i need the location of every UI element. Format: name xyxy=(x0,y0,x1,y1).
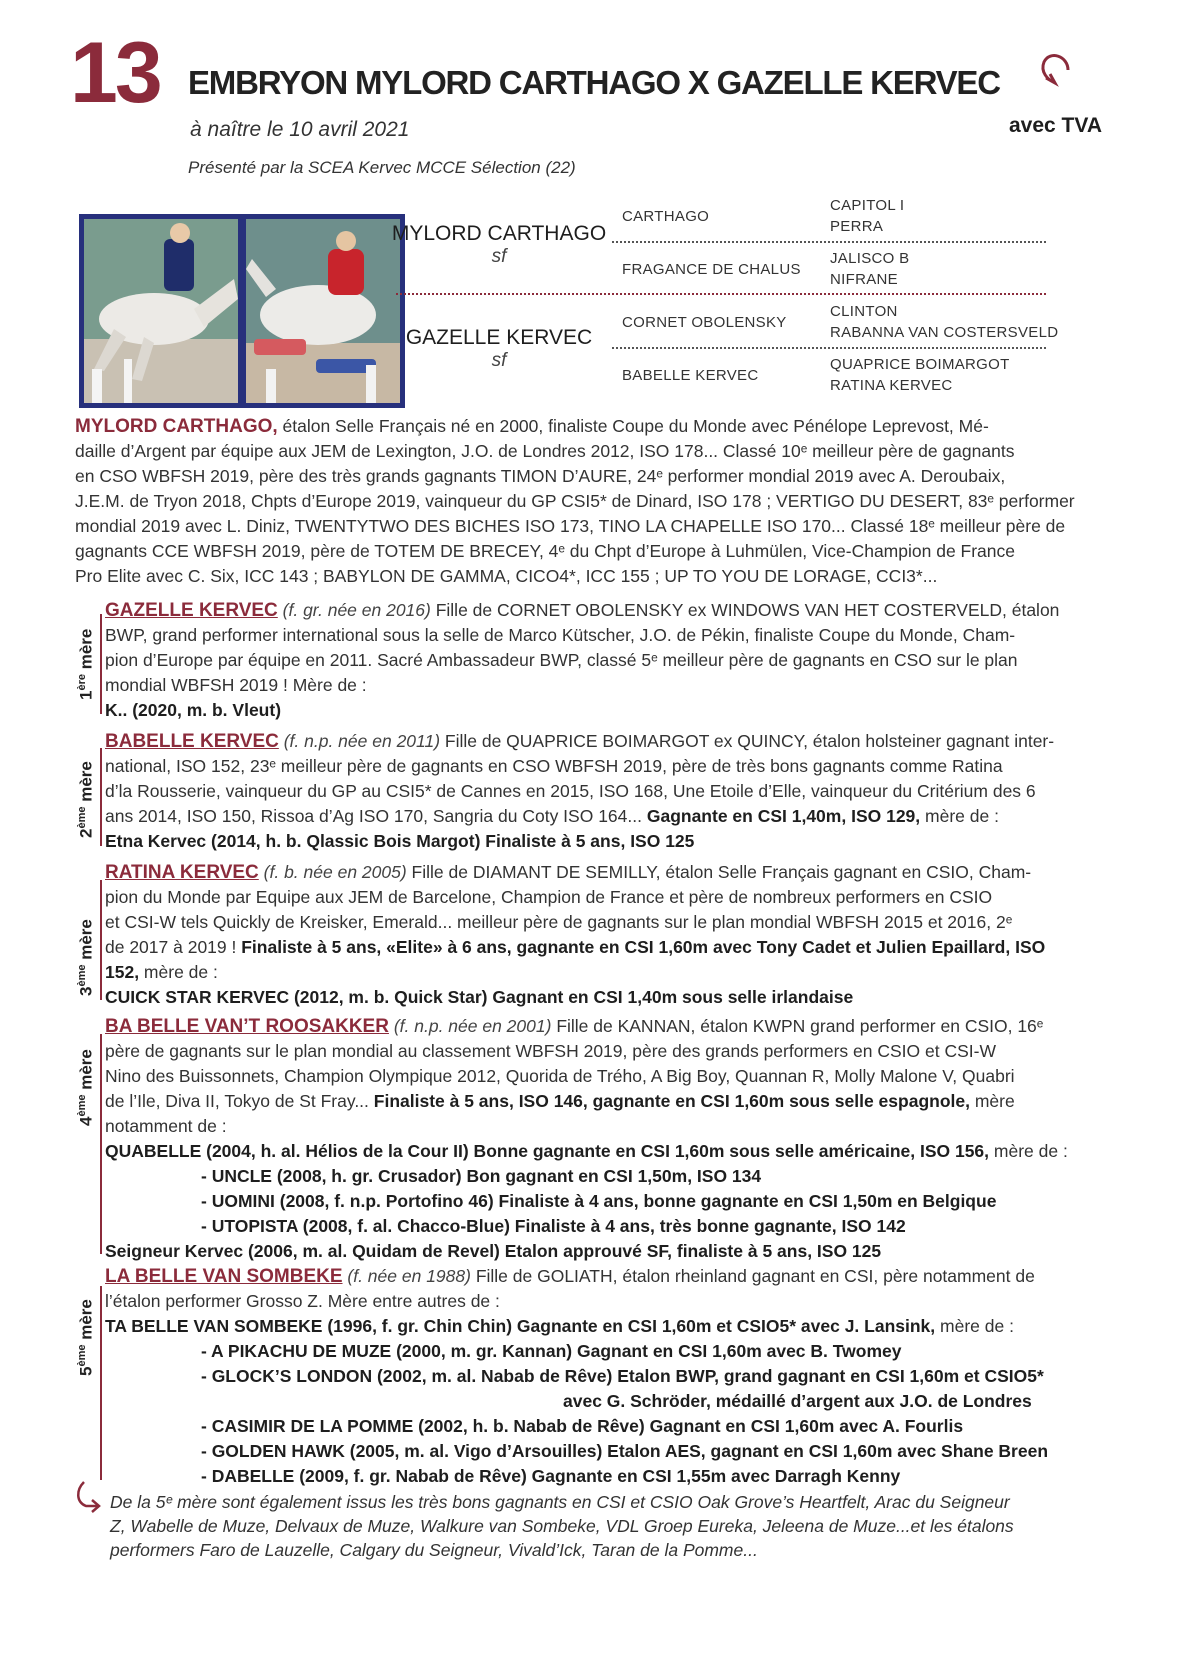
mere-3-section: RATINA KERVEC (f. b. née en 2005) Fille de DIAMANT DE SEMILLY, étalon Selle Français gagnant en CSIO, Cham- pion du Monde par Equipe aux JEM de Barcelone, Champion de France et père de nombreux performers en CSIO et CSI-W tels Quickly de Kreisker, Emerald... meilleur père de gagnants sur le plan mondial WBFSH 2015 et 2016, 2ᵉ de 2017 à 2019 ! Finaliste à 5 ans, «Elite» à 6 ans, gagnante en CSI 1,60m avec Tony Cadet et Julien Epaillard, ISO 152, mère de : CUICK STAR KERVEC (2012, m. b. Quick Star) Gagnant en CSI 1,40m sous selle irlandaise xyxy=(105,862,1046,1007)
presenter-line: Présenté par la SCEA Kervec MCCE Sélection (22) xyxy=(188,158,576,177)
mere-5-name: LA BELLE VAN SOMBEKE xyxy=(105,1266,343,1287)
mere-label-1: 1ère mère xyxy=(76,628,96,700)
dam-breed: sf xyxy=(491,350,507,371)
mere-label-4: 4ème mère xyxy=(76,1049,96,1126)
mere-label-3: 3ème mère xyxy=(76,919,96,996)
mere-bracket xyxy=(100,614,102,714)
dam-name: GAZELLE KERVEC xyxy=(405,326,593,349)
great-grandparent-5: CLINTON xyxy=(830,303,898,320)
offspring-item: - UNCLE (2008, h. gr. Crusador) Bon gagnant en CSI 1,50m, ISO 134 xyxy=(201,1166,762,1186)
offspring-item: avec G. Schröder, médaillé d’argent aux J.O. de Londres xyxy=(563,1391,1032,1411)
great-grandparent-4: NIFRANE xyxy=(830,271,898,288)
photo-frame xyxy=(79,214,405,408)
great-grandparent-3: JALISCO B xyxy=(830,250,910,267)
grandparent-1: CARTHAGO xyxy=(622,208,710,225)
mere-label-2: 2ème mère xyxy=(76,761,96,838)
mere-3-name: RATINA KERVEC xyxy=(105,862,259,883)
pedigree-divider xyxy=(396,293,1046,295)
grandparent-3: CORNET OBOLENSKY xyxy=(622,314,787,331)
great-grandparent-8: RATINA KERVEC xyxy=(830,377,953,394)
sire-heading: MYLORD CARTHAGO, xyxy=(75,416,278,437)
great-grandparent-7: QUAPRICE BOIMARGOT xyxy=(830,356,1010,373)
great-grandparent-1: CAPITOL I xyxy=(830,197,905,214)
mere-bracket xyxy=(100,748,102,846)
mere-bracket xyxy=(100,1034,102,1254)
offspring-item: - CASIMIR DE LA POMME (2002, h. b. Nabab de Rêve) Gagnant en CSI 1,60m avec A. Fourlis xyxy=(201,1416,964,1436)
mere-bracket xyxy=(100,1286,102,1480)
lot-number: 13 xyxy=(70,25,160,121)
offspring-item: - A PIKACHU DE MUZE (2000, m. gr. Kannan) Gagnant en CSI 1,60m avec B. Twomey xyxy=(201,1341,902,1361)
offspring-item: - UTOPISTA (2008, f. al. Chacco-Blue) Finaliste à 4 ans, très bonne gagnante, ISO 142 xyxy=(201,1216,906,1236)
great-grandparent-2: PERRA xyxy=(830,218,884,235)
mere-4-name: BA BELLE VAN’T ROOSAKKER xyxy=(105,1016,389,1037)
lot-title: EMBRYON MYLORD CARTHAGO X GAZELLE KERVEC xyxy=(188,64,1000,101)
pedigree-divider xyxy=(612,347,1046,349)
sire-breed: sf xyxy=(491,246,507,267)
sire-name: MYLORD CARTHAGO xyxy=(391,222,607,245)
grandparent-2: FRAGANCE DE CHALUS xyxy=(622,261,801,278)
offspring-item: - DABELLE (2009, f. gr. Nabab de Rêve) Gagnante en CSI 1,55m avec Darragh Kenny xyxy=(201,1466,901,1486)
mere-1-name: GAZELLE KERVEC xyxy=(105,600,278,621)
horse-photo-1 xyxy=(84,219,238,403)
horse-photo-2 xyxy=(246,219,400,403)
mere-2-name: BABELLE KERVEC xyxy=(105,731,279,752)
mere-label-5: 5ème mère xyxy=(76,1299,96,1376)
mere-4-section: BA BELLE VAN’T ROOSAKKER (f. n.p. née en 2001) Fille de KANNAN, étalon KWPN grand performer en CSIO, 16ᵉ père de gagnants sur le plan mondial au classement WBFSH 2019, père des grands performers en CSIO et CSI-W Nino des Buissonnets, Champion Olympique 2012, Quorida de Trého, A Big Boy, Quannan R, Molly Malone V, Quabri de l’Ile, Diva II, Tokyo de St Fray... Finaliste à 5 ans, ISO 146, gagnante en CSI 1,60m sous selle espagnole, mère notamment de : QUABELLE (2004, h. al. Hélios de la Cour II) Bonne gagnante en CSI 1,60m sous selle américaine, ISO 156, mère de : - UNCLE (2008, h. gr. Crusador) Bon gagnant en CSI 1,50m, ISO 134 - UOMINI (2008, f. n.p. Portofino 46) Finaliste à 4 ans, bonne gagnante en CSI 1,50m en Belgique - UTOPISTA (2008, f. al. Chacco-Blue) Finaliste à 4 ans, très bonne gagnante, ISO 142 Seigneur Kervec (2006, m. al. Quidam de Revel) Etalon approuvé SF, finaliste à 5 ans, ISO 125 xyxy=(105,1016,1068,1261)
sire-description: MYLORD CARTHAGO, étalon Selle Français né en 2000, finaliste Coupe du Monde avec Pénélope Leprevost, Mé- daille d’Argent par équipe aux JEM de Lexington, J.O. de Londres 2012, ISO 178... Classé 10ᵉ meilleur père de gagnants en CSO WBFSH 2019, père des très grands gagnants TIMON D’AURE, 24ᵉ performer mondial 2019 avec A. Deroubaix, J.E.M. de Tryon 2018, Chpts d’Europe 2019, vainqueur du GP CSI5* de Dinard, ISO 178 ; VERTIGO DU DESERT, 83ᵉ performer mondial 2019 avec L. Diniz, TWENTYTWO DES BICHES ISO 173, TINO LA CHAPELLE ISO 170... Classé 18ᵉ meilleur père de gagnants CCE WBFSH 2019, père de TOTEM DE BRECEY, 4ᵉ du Chpt d’Europe à Luhmülen, Vice-Champion de France Pro Elite avec C. Six, ICC 143 ; BABYLON DE GAMMA, CICO4*, ICC 155 ; UP TO YOU DE LORAGE, CCI3*... xyxy=(75,416,1075,586)
great-grandparent-6: RABANNA VAN COSTERSVELD xyxy=(830,324,1059,341)
offspring-item: - GLOCK’S LONDON (2002, m. al. Nabab de Rêve) Etalon BWP, grand gagnant en CSI 1,60m et CSIO5* xyxy=(201,1366,1044,1386)
pedigree-divider xyxy=(612,241,1046,243)
mere-5-section: LA BELLE VAN SOMBEKE (f. née en 1988) Fille de GOLIATH, étalon rheinland gagnant en CSI, père notamment de l’étalon performer Grosso Z. Mère entre autres de : TA BELLE VAN SOMBEKE (1996, f. gr. Chin Chin) Gagnante en CSI 1,60m et CSIO5* avec J. Lansink, mère de : - A PIKACHU DE MUZE (2000, m. gr. Kannan) Gagnant en CSI 1,60m avec B. Twomey - GLOCK’S LONDON (2002, m. al. Nabab de Rêve) Etalon BWP, grand gagnant en CSI 1,60m et CSIO5* avec G. Schröder, médaillé d’argent aux J.O. de Londres - CASIMIR DE LA POMME (2002, h. b. Nabab de Rêve) Gagnant en CSI 1,60m avec A. Fourlis - GOLDEN HAWK (2005, m. al. Vigo d’Arsouilles) Etalon AES, gagnant en CSI 1,60m avec Shane Breen - DABELLE (2009, f. gr. Nabab de Rêve) Gagnante en CSI 1,55m avec Darragh Kenny xyxy=(105,1264,1055,1489)
curved-arrow-icon xyxy=(1038,48,1072,94)
mere-bracket xyxy=(100,880,102,1000)
curved-arrow-icon xyxy=(74,1480,102,1514)
footer-note: De la 5ᵉ mère sont également issus les très bons gagnants en CSI et CSIO Oak Grove’s Heartfelt, Arac du Seigneur Z, Wabelle de Muze, Delvaux de Muze, Walkure van Sombeke, VDL Groep Eureka, Jeleena de Muze...et les étalons performers Faro de Lauzelle, Calgary du Seigneur, Vivald’Ick, Taran de la Pomme... xyxy=(110,1492,1014,1560)
mere-1-section: GAZELLE KERVEC (f. gr. née en 2016) Fille de CORNET OBOLENSKY ex WINDOWS VAN HET COSTERVELD, étalon BWP, grand performer international sous la selle de Marco Kütscher, J.O. de Pékin, finaliste Coupe du Monde, Cham- pion d’Europe par équipe en 2011. Sacré Ambassadeur BWP, classé 5ᵉ meilleur père de gagnants en CSO sur le plan mondial WBFSH 2019 ! Mère de : K.. (2020, m. b. Vleut) xyxy=(105,600,1060,720)
grandparent-4: BABELLE KERVEC xyxy=(622,367,759,384)
mere-2-section: BABELLE KERVEC (f. n.p. née en 2011) Fille de QUAPRICE BOIMARGOT ex QUINCY, étalon holsteiner gagnant inter- national, ISO 152, 23ᵉ meilleur père de gagnants en CSO WBFSH 2019, père de très bons gagnants comme Ratina d’la Rousserie, vainqueur du GP au CSI5* de Cannes en 2015, ISO 168, Une Etoile d’Elle, vainqueur du Critérium des 6 ans 2014, ISO 150, Rissoa d’Ag ISO 170, Sangria du Coty ISO 164... Gagnante en CSI 1,40m, ISO 129, mère de : Etna Kervec (2014, h. b. Qlassic Bois Margot) Finaliste à 5 ans, ISO 125 xyxy=(105,731,1055,851)
offspring-item: - GOLDEN HAWK (2005, m. al. Vigo d’Arsouilles) Etalon AES, gagnant en CSI 1,60m avec Shane Breen xyxy=(201,1441,1049,1461)
birth-date: à naître le 10 avril 2021 xyxy=(190,118,410,141)
vat-label: avec TVA xyxy=(1009,114,1102,137)
offspring-item: - UOMINI (2008, f. n.p. Portofino 46) Finaliste à 4 ans, bonne gagnante en CSI 1,50m en Belgique xyxy=(201,1191,997,1211)
